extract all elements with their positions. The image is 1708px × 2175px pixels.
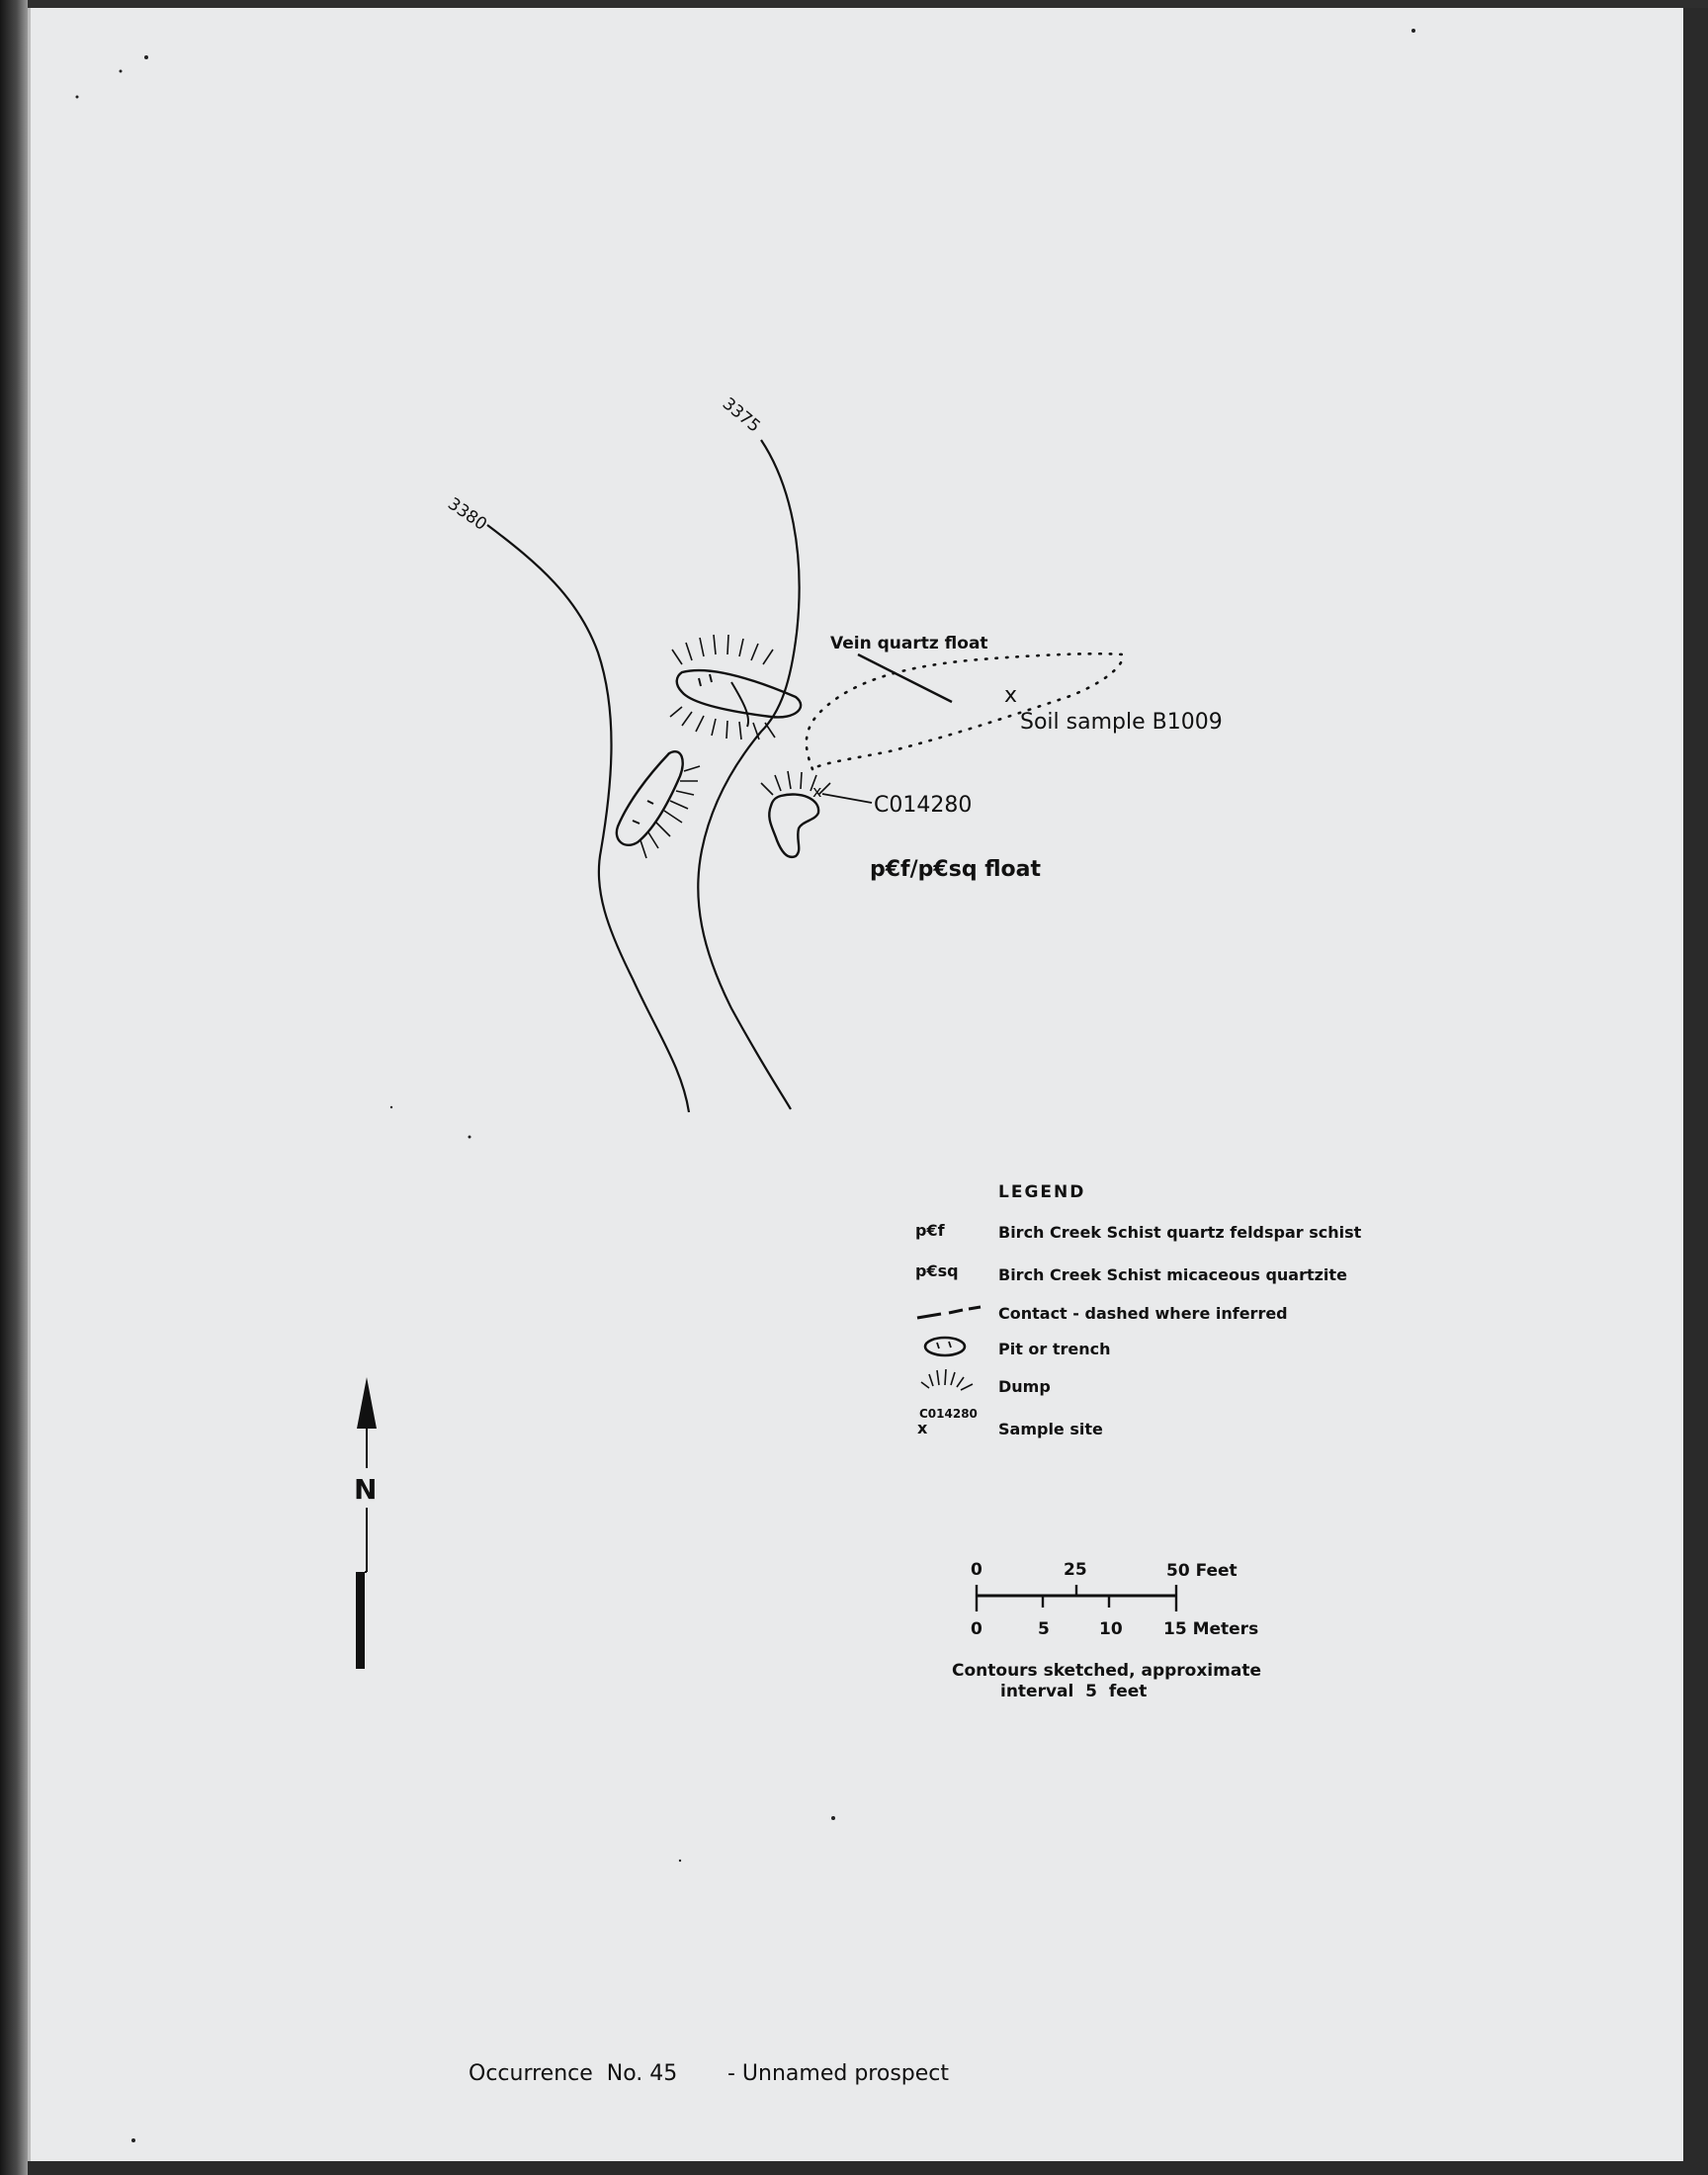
legend-desc-sample: Sample site (998, 1420, 1103, 1438)
vein-quartz-float-line (858, 654, 952, 702)
legend-desc-dump: Dump (998, 1377, 1051, 1396)
southwest-pit-trench (617, 751, 683, 845)
legend-contact-icon (917, 1307, 981, 1318)
occurrence-number: Occurrence No. 45 (469, 2061, 678, 2086)
contour-note-line1: Contours sketched, approximate (952, 1661, 1261, 1681)
scan-specks (76, 29, 1416, 2142)
legend-desc-pit: Pit or trench (998, 1340, 1111, 1358)
upper-dump-hachures (670, 635, 775, 740)
legend-desc-contact: Contact - dashed where inferred (998, 1304, 1288, 1323)
vein-quartz-float-label: Vein quartz float (830, 634, 988, 653)
float-label: p€f/p€sq float (870, 857, 1042, 882)
rock-sample-leader-line (822, 794, 872, 803)
scale-feet-50: 50 Feet (1166, 1561, 1238, 1581)
scale-meters-15: 15 Meters (1163, 1619, 1259, 1639)
soil-sample-marker-icon: x (1004, 683, 1018, 708)
legend-dump-icon (921, 1369, 973, 1390)
legend-sample-x-icon: x (917, 1419, 928, 1437)
scale-feet-25: 25 (1064, 1560, 1087, 1580)
north-arrow (356, 1377, 377, 1669)
north-label: N (354, 1473, 378, 1506)
legend-pit-icon (925, 1338, 965, 1355)
north-arrow-head-icon (357, 1377, 377, 1429)
rock-sample-label: C014280 (874, 793, 973, 818)
soil-sample-label: Soil sample B1009 (1020, 710, 1223, 735)
legend-symbol-pesq: p€sq (915, 1262, 959, 1280)
scale-feet-0: 0 (971, 1560, 982, 1580)
scale-bar (977, 1585, 1176, 1611)
legend-desc-pef: Birch Creek Schist quartz feldspar schist (998, 1223, 1362, 1242)
scale-meters-10: 10 (1099, 1619, 1123, 1639)
scale-meters-0: 0 (971, 1619, 982, 1639)
contour-3375-line (698, 440, 799, 1109)
contour-3375-label: 3375 (718, 393, 764, 437)
legend-symbol-pef: p€f (915, 1221, 945, 1240)
legend-sample-symbol-label: C014280 (919, 1407, 978, 1421)
southwest-dump-hachures (640, 766, 700, 858)
contour-3380-label: 3380 (444, 493, 491, 535)
prospect-name: - Unnamed prospect (727, 2061, 949, 2086)
sample-pit-trench (769, 795, 818, 857)
legend-title: LEGEND (998, 1182, 1086, 1202)
legend-desc-pesq: Birch Creek Schist micaceous quartzite (998, 1265, 1347, 1284)
rock-sample-marker-icon: x (812, 782, 822, 801)
contour-note-line2: interval 5 feet (1000, 1682, 1148, 1701)
scale-meters-5: 5 (1038, 1619, 1050, 1639)
